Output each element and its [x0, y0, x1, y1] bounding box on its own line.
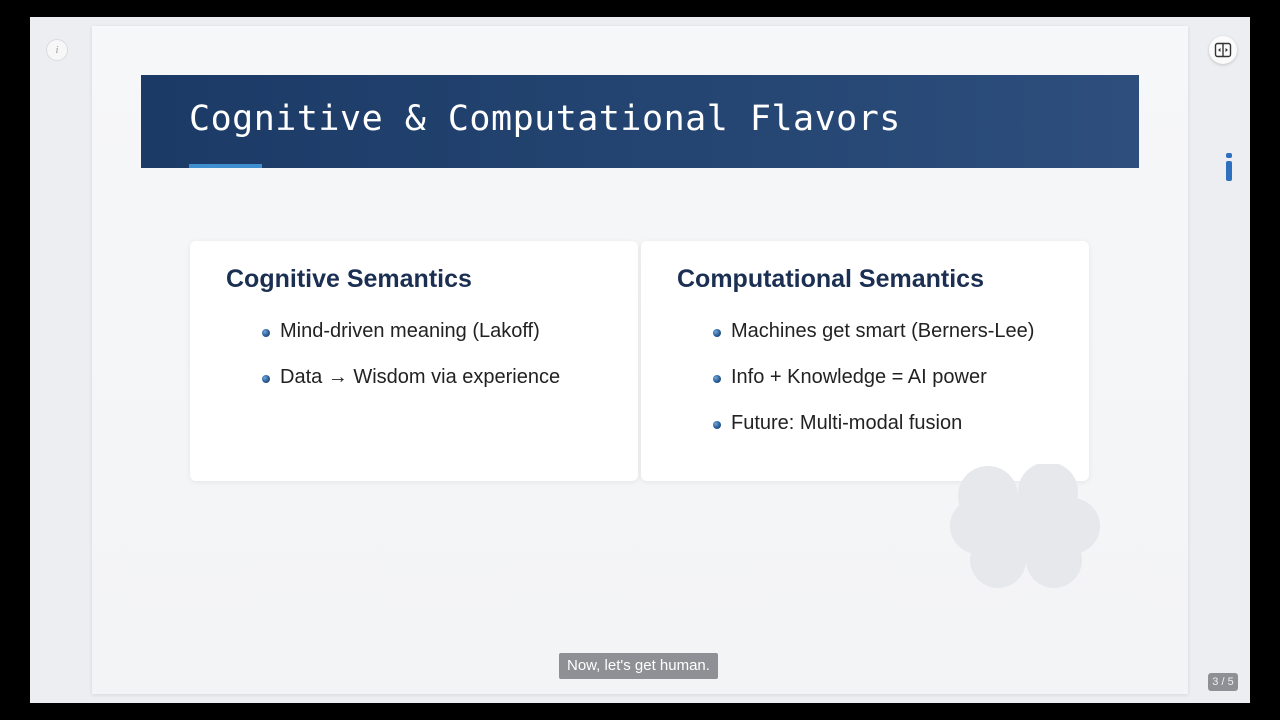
- list-item: [262, 366, 560, 412]
- slide-indicator-icon[interactable]: [1225, 153, 1233, 181]
- title-banner: [141, 75, 1139, 168]
- page-counter: 3 / 5: [1208, 673, 1238, 691]
- bullet-list: [262, 320, 560, 412]
- bullet-icon: [713, 329, 721, 337]
- info-icon[interactable]: i: [46, 39, 68, 61]
- cloud-shape-icon: [950, 464, 1102, 590]
- card-computational-semantics: [641, 241, 1089, 481]
- list-item-text: Future: Multi-modal fusion: [731, 412, 963, 434]
- list-item-text: Data → Wisdom via experience: [280, 366, 561, 388]
- bullet-icon: [262, 329, 270, 337]
- slide-title: Cognitive & Computational Flavors: [189, 99, 901, 139]
- bullet-icon: [713, 421, 721, 429]
- split-view-button[interactable]: [1209, 36, 1237, 64]
- card-cognitive-semantics: [190, 241, 638, 481]
- list-item: [713, 320, 1034, 366]
- list-item-text: Machines get smart (Berners-Lee): [731, 320, 1035, 342]
- title-accent-bar: [189, 164, 262, 168]
- list-item: [713, 366, 1034, 412]
- card-heading: Computational Semantics: [677, 265, 984, 293]
- slide: [92, 26, 1188, 694]
- list-item-text: Info + Knowledge = AI power: [731, 366, 987, 388]
- list-item: [262, 320, 560, 366]
- list-item: [713, 412, 1034, 458]
- list-item-text: Mind-driven meaning (Lakoff): [280, 320, 540, 342]
- card-heading: Cognitive Semantics: [226, 265, 472, 293]
- bullet-icon: [262, 375, 270, 383]
- split-view-icon: [1214, 41, 1232, 59]
- bullet-list: [713, 320, 1034, 458]
- subtitle-caption: Now, let's get human.: [559, 653, 718, 679]
- bullet-icon: [713, 375, 721, 383]
